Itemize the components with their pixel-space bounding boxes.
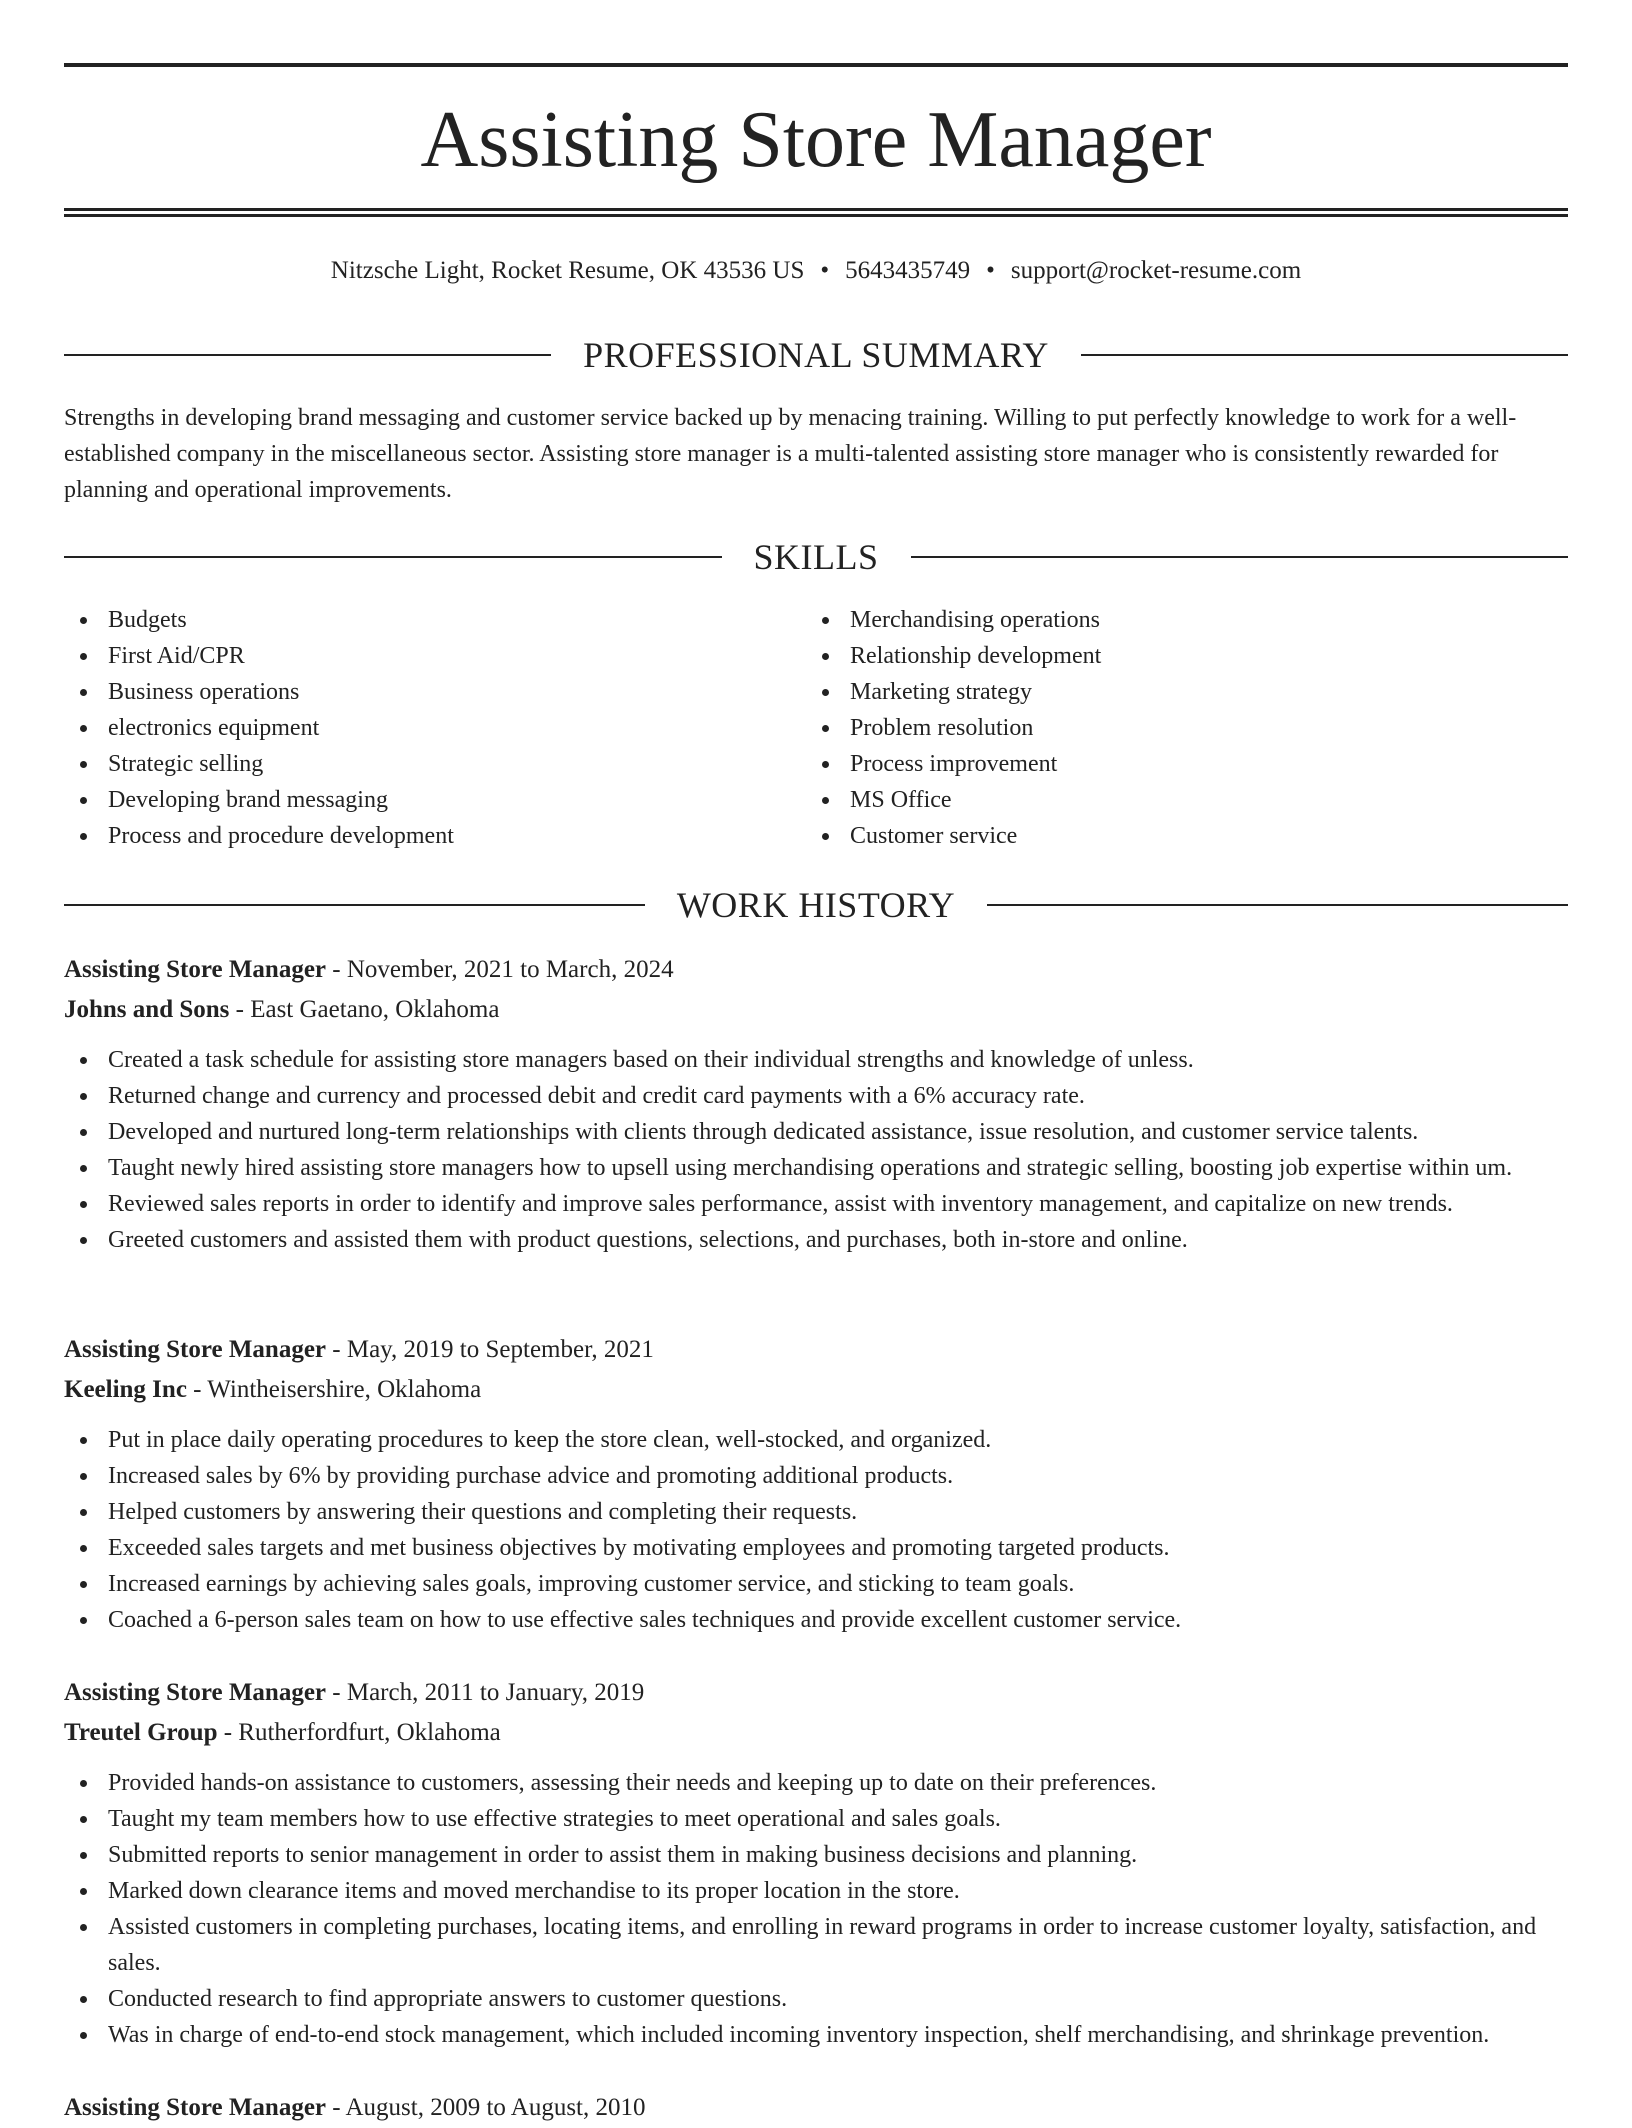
skill-item: Developing brand messaging: [64, 782, 804, 818]
heading-rule: [911, 556, 1569, 558]
job-bullet: Increased earnings by achieving sales goals, improving customer service, and sticking to team goals.: [64, 1566, 1568, 1602]
job-bullets: [64, 1765, 1568, 2053]
skill-item: Merchandising operations: [806, 602, 1546, 638]
job-bullet: Conducted research to find appropriate answers to customer questions.: [64, 1981, 1568, 2017]
job-entry: [64, 1330, 1568, 1638]
job-dates: - November, 2021 to March, 2024: [326, 956, 674, 983]
job-entry: [64, 2088, 1568, 2128]
job-title-line: [64, 1330, 1568, 1370]
job-location: - Rutherfordfurt, Oklahoma: [217, 1719, 501, 1746]
job-bullet: Was in charge of end-to-end stock management, which included incoming inventory inspection, shelf merchandising, and shrinkage prevention.: [64, 2017, 1568, 2053]
job-bullet: Reviewed sales reports in order to identify and improve sales performance, assist with inventory management, and capitalize on new trends.: [64, 1186, 1568, 1222]
job-bullet: Greeted customers and assisted them with product questions, selections, and purchases, both in-store and online.: [64, 1222, 1568, 1258]
skill-item: Budgets: [64, 602, 804, 638]
skill-item: Relationship development: [806, 638, 1546, 674]
job-bullet: Coached a 6-person sales team on how to use effective sales techniques and provide excellent customer service.: [64, 1602, 1568, 1638]
contact-address: Nitzsche Light, Rocket Resume, OK 43536 US: [330, 257, 805, 284]
job-dates: - March, 2011 to January, 2019: [326, 1679, 645, 1706]
job-title: Assisting Store Manager: [64, 1679, 327, 1706]
job-company: Treutel Group: [64, 1719, 218, 1746]
heading-rule: [64, 354, 551, 356]
job-bullets: [64, 1422, 1568, 1638]
job-bullet: Submitted reports to senior management in order to assist them in making business decisions and planning.: [64, 1837, 1568, 1873]
section-heading-work: [64, 883, 1568, 927]
skill-item: Process improvement: [806, 746, 1546, 782]
contact-separator: •: [986, 257, 995, 284]
heading-rule: [987, 904, 1568, 906]
section-title: WORK HISTORY: [676, 885, 956, 925]
job-company-line: [64, 990, 1568, 1030]
heading-rule: [1081, 354, 1568, 356]
job-entry: [64, 1673, 1568, 2053]
section-heading-skills: [64, 535, 1568, 579]
heading-rule: [64, 904, 645, 906]
skills-list-left: [64, 602, 804, 854]
job-bullets: [64, 1042, 1568, 1258]
job-title-line: [64, 2088, 1568, 2128]
contact-line: [64, 253, 1568, 289]
job-bullet: Developed and nurtured long-term relationships with clients through dedicated assistance, issue resolution, and customer service talents.: [64, 1114, 1568, 1150]
title-double-rule: [64, 208, 1568, 217]
job-company-line: [64, 1370, 1568, 1410]
job-bullet: Created a task schedule for assisting store managers based on their individual strengths and knowledge of unless.: [64, 1042, 1568, 1078]
job-bullet: Taught my team members how to use effective strategies to meet operational and sales goals.: [64, 1801, 1568, 1837]
skill-item: Problem resolution: [806, 710, 1546, 746]
job-title: Assisting Store Manager: [64, 1336, 327, 1363]
job-title-line: [64, 950, 1568, 990]
skills-list-right: [806, 602, 1546, 854]
skill-item: Marketing strategy: [806, 674, 1546, 710]
contact-separator: •: [820, 257, 830, 284]
skill-item: MS Office: [806, 782, 1546, 818]
job-bullet: Returned change and currency and processed debit and credit card payments with a 6% accuracy rate.: [64, 1078, 1568, 1114]
skill-item: First Aid/CPR: [64, 638, 804, 674]
job-dates: - August, 2009 to August, 2010: [326, 2094, 646, 2121]
skill-item: Strategic selling: [64, 746, 804, 782]
job-company: Keeling Inc: [64, 1376, 187, 1403]
job-bullet: Taught newly hired assisting store managers how to upsell using merchandising operations and strategic selling, boosting job expertise within um.: [64, 1150, 1568, 1186]
job-bullet: Marked down clearance items and moved merchandise to its proper location in the store.: [64, 1873, 1568, 1909]
skill-item: electronics equipment: [64, 710, 804, 746]
contact-phone[interactable]: 5643435749: [845, 257, 971, 284]
section-title: PROFESSIONAL SUMMARY: [583, 335, 1049, 375]
skill-item: Customer service: [806, 818, 1546, 854]
job-company-line: [64, 1713, 1568, 1753]
job-title-line: [64, 1673, 1568, 1713]
job-company: Johns and Sons: [64, 996, 230, 1023]
job-title: Assisting Store Manager: [64, 2094, 327, 2121]
skill-item: Business operations: [64, 674, 804, 710]
job-dates: - May, 2019 to September, 2021: [326, 1336, 654, 1363]
job-location: - East Gaetano, Oklahoma: [229, 996, 500, 1023]
job-bullet: Exceeded sales targets and met business objectives by motivating employees and promoting targeted products.: [64, 1530, 1568, 1566]
contact-email[interactable]: support@rocket-resume.com: [1010, 257, 1302, 284]
job-bullet: Put in place daily operating procedures to keep the store clean, well-stocked, and organized.: [64, 1422, 1568, 1458]
summary-text: Strengths in developing brand messaging and customer service backed up by menacing training. Willing to put perfectly knowledge to work for a well-established company in the miscellaneous sector. Assisting store manager is a multi-talented assisting store manager who is consistently rewarded for planning and operational improvements.: [64, 405, 1517, 503]
job-location: - Wintheisershire, Oklahoma: [186, 1376, 482, 1403]
heading-rule: [64, 556, 722, 558]
job-bullet: Assisted customers in completing purchases, locating items, and enrolling in reward programs in order to increase customer loyalty, satisfaction, and sales.: [64, 1909, 1568, 1981]
skill-item: Process and procedure development: [64, 818, 804, 854]
job-bullet: Provided hands-on assistance to customers, assessing their needs and keeping up to date on their preferences.: [64, 1765, 1568, 1801]
section-heading-summary: [64, 333, 1568, 377]
section-title: SKILLS: [753, 537, 879, 577]
job-bullet: Helped customers by answering their questions and completing their requests.: [64, 1494, 1568, 1530]
job-entry: [64, 950, 1568, 1258]
job-bullet: Increased sales by 6% by providing purchase advice and promoting additional products.: [64, 1458, 1568, 1494]
job-title: Assisting Store Manager: [64, 956, 327, 983]
page-title: Assisting Store Manager: [420, 96, 1212, 184]
top-rule: [64, 63, 1568, 67]
